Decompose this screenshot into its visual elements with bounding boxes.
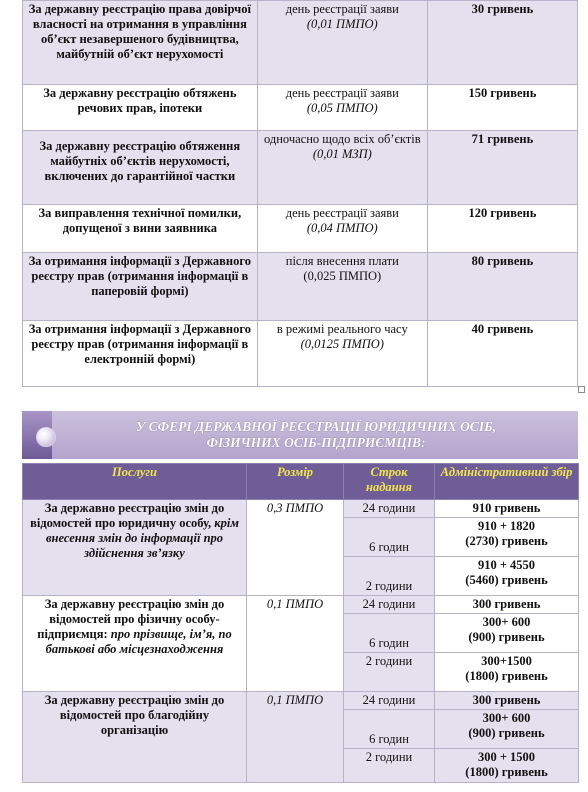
- fee-total: (5460) гривень: [465, 573, 548, 587]
- amount-cell: 30 гривень: [427, 1, 577, 85]
- table-row: [23, 85, 578, 131]
- service-text: За державну реєстрацію змін до відомостей про фізичну особу-підприємця:: [37, 597, 225, 641]
- service-cell: [23, 596, 247, 692]
- table-resize-handle[interactable]: [578, 386, 585, 393]
- table-row: [23, 500, 579, 518]
- term-cell: [257, 205, 427, 253]
- service-cell: За державну реєстрацію права довірчої власності на отримання в управління об’єкт незавершеного будівництва, майбутній об’єкт нерухомості: [23, 1, 258, 85]
- fee-total: (1800) гривень: [465, 765, 548, 779]
- fee-cell: 300 гривень: [435, 692, 579, 710]
- service-cell: За виправлення технічної помилки, допущеної з вини заявника: [23, 205, 258, 253]
- amount-cell: 120 гривень: [427, 205, 577, 253]
- service-cell: [23, 692, 247, 783]
- service-cell: За отримання інформації з Державного реєстру прав (отримання інформації в електронній формі): [23, 321, 258, 387]
- term-cell: 6 годин: [344, 518, 435, 557]
- header-term: Строк надання: [344, 464, 435, 500]
- term-text: день реєстрації заяви: [285, 2, 399, 16]
- section-banner: [22, 411, 578, 459]
- fee-cell: [435, 614, 579, 653]
- section-title: [62, 419, 570, 451]
- fee-cell: 910 гривень: [435, 500, 579, 518]
- header-fee: Адміністративний збір: [435, 464, 579, 500]
- section-title-line1: У СФЕРІ ДЕРЖАВНОЇ РЕЄСТРАЦІЇ ЮРИДИЧНИХ ОСІБ,: [135, 419, 497, 434]
- term-text: день реєстрації заяви: [285, 206, 399, 220]
- service-cell: [23, 500, 247, 596]
- term-cell: 24 години: [344, 500, 435, 518]
- term-cell: [257, 1, 427, 85]
- term-text: в режимі реального часу: [276, 322, 408, 336]
- term-rate: (0,01 МЗП): [312, 147, 372, 161]
- service-cell: За державну реєстрацію обтяження майбутніх об’єктів нерухомості, включених до гарантійної частки: [23, 131, 258, 205]
- term-rate: (0,05 ПМПО): [306, 101, 378, 115]
- table-row: [23, 692, 579, 710]
- term-cell: 2 години: [344, 557, 435, 596]
- fee-cell: 300 гривень: [435, 596, 579, 614]
- term-rate: (0,01 ПМПО): [306, 17, 378, 31]
- amount-cell: 80 гривень: [427, 253, 577, 321]
- amount-cell: 40 гривень: [427, 321, 577, 387]
- table-row: [23, 596, 579, 614]
- fee-total: (900) гривень: [468, 726, 545, 740]
- term-cell: 2 години: [344, 749, 435, 783]
- fee-cell: [435, 653, 579, 692]
- amount-cell: 150 гривень: [427, 85, 577, 131]
- term-cell: [257, 85, 427, 131]
- fee-total: (1800) гривень: [465, 669, 548, 683]
- fee-cell: [435, 518, 579, 557]
- fee-formula: 910 + 4550: [477, 558, 536, 572]
- fee-formula: 300+ 600: [482, 615, 531, 629]
- service-note: крім внесення змін до інформації про здійснення зв’язку: [45, 516, 239, 560]
- term-text: після внесення плати: [285, 254, 399, 268]
- term-cell: 6 годин: [344, 614, 435, 653]
- header-services: Послуги: [23, 464, 247, 500]
- table-row: [23, 253, 578, 321]
- section-title-line2: ФІЗИЧНИХ ОСІБ-ПІДПРИЄМЦІВ:: [206, 435, 426, 450]
- table-row: [23, 205, 578, 253]
- size-cell: 0,1 ПМПО: [247, 596, 344, 692]
- service-cell: За отримання інформації з Державного реєстру прав (отримання інформації в паперовій формі): [23, 253, 258, 321]
- pearl-bullet-icon: [36, 427, 56, 447]
- term-text: день реєстрації заяви: [285, 86, 399, 100]
- service-note: про прізвище, ім’я, по батькові або місцезнаходження: [45, 627, 232, 656]
- term-cell: 6 годин: [344, 710, 435, 749]
- service-cell: За державну реєстрацію обтяжень речових прав, іпотеки: [23, 85, 258, 131]
- term-text: одночасно щодо всіх об’єктів: [263, 132, 421, 146]
- fee-formula: 910 + 1820: [477, 519, 536, 533]
- term-rate: (0,0125 ПМПО): [300, 337, 384, 351]
- fee-cell: [435, 749, 579, 783]
- fee-cell: [435, 557, 579, 596]
- service-text: За державно реєстрацію змін до відомостей про юридичну особу,: [30, 501, 225, 530]
- service-text: За державну реєстрацію змін до відомостей про благодійну організацію: [44, 693, 225, 737]
- amount-cell: 71 гривень: [427, 131, 577, 205]
- fee-total: (900) гривень: [468, 630, 545, 644]
- size-cell: 0,1 ПМПО: [247, 692, 344, 783]
- size-cell: 0,3 ПМПО: [247, 500, 344, 596]
- header-size: Розмір: [247, 464, 344, 500]
- term-cell: [257, 253, 427, 321]
- fee-formula: 300+1500: [481, 654, 532, 668]
- fees-table-legal-entities: [22, 463, 579, 783]
- table-row: [23, 1, 578, 85]
- table-row: [23, 131, 578, 205]
- term-cell: [257, 321, 427, 387]
- term-rate: (0,025 ПМПО): [303, 269, 382, 283]
- term-cell: [257, 131, 427, 205]
- fees-table-property: [22, 0, 578, 387]
- fee-total: (2730) гривень: [465, 534, 548, 548]
- term-cell: 24 години: [344, 692, 435, 710]
- fee-formula: 300 + 1500: [477, 750, 536, 764]
- term-cell: 2 години: [344, 653, 435, 692]
- term-cell: 24 години: [344, 596, 435, 614]
- table-row: [23, 321, 578, 387]
- fee-cell: [435, 710, 579, 749]
- table-header-row: [23, 464, 579, 500]
- fee-formula: 300+ 600: [482, 711, 531, 725]
- term-rate: (0,04 ПМПО): [306, 221, 378, 235]
